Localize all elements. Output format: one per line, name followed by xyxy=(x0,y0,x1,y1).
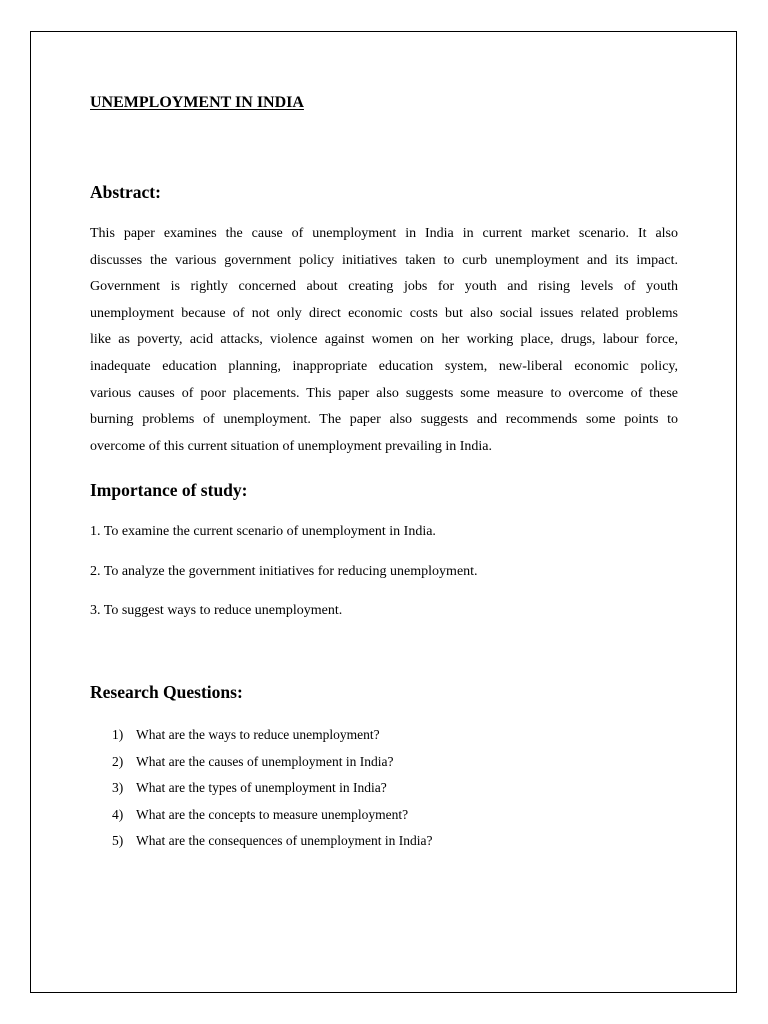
importance-item: 3. To suggest ways to reduce unemployment. xyxy=(90,603,343,618)
importance-item: 2. To analyze the government initiatives for reducing unemployment. xyxy=(90,564,478,579)
abstract-line: inadequate education planning, inappropriate education system, new-liberal economic policy, xyxy=(90,358,678,374)
abstract-line: burning problems of unemployment. The paper also suggests and recommends some points to xyxy=(90,412,678,428)
research-question-text: What are the types of unemployment in India? xyxy=(136,780,387,795)
abstract-line: various causes of poor placements. This paper also suggests some measure to overcome of these xyxy=(90,385,678,401)
research-question-text: What are the concepts to measure unemployment? xyxy=(136,806,409,822)
research-question-text: What are the ways to reduce unemployment? xyxy=(136,727,380,742)
list-number: 1) xyxy=(112,727,124,742)
research-question-item xyxy=(112,725,433,752)
research-question-item xyxy=(112,831,433,858)
abstract-paragraph xyxy=(90,221,678,460)
research-question-item xyxy=(112,752,433,779)
research-question-text: What are the causes of unemployment in India? xyxy=(136,753,394,769)
research-question-item xyxy=(112,778,433,805)
importance-heading: Importance of study: xyxy=(90,480,248,500)
importance-item: 1. To examine the current scenario of unemployment in India. xyxy=(90,524,436,539)
abstract-line: Government is rightly concerned about creating jobs for youth and rising levels of youth xyxy=(90,279,678,295)
research-questions-heading: Research Questions: xyxy=(90,682,243,702)
page-title: UNEMPLOYMENT IN INDIA xyxy=(90,94,304,111)
list-number: 2) xyxy=(112,753,124,769)
abstract-line: discusses the various government policy initiatives taken to curb unemployment and its impact. xyxy=(90,252,678,268)
list-number: 5) xyxy=(112,833,124,848)
research-questions-list xyxy=(112,725,433,858)
research-question-item xyxy=(112,805,433,832)
research-question-text: What are the consequences of unemployment in India? xyxy=(136,833,433,848)
abstract-line: unemployment because of not only direct economic costs but also social issues related problems xyxy=(90,305,678,321)
abstract-line: overcome of this current situation of unemployment prevailing in India. xyxy=(90,438,493,454)
abstract-line: This paper examines the cause of unemployment in India in current market scenario. It also xyxy=(90,226,678,241)
abstract-line: like as poverty, acid attacks, violence against women on her working place, drugs, labour force, xyxy=(90,332,678,348)
abstract-heading: Abstract: xyxy=(90,182,161,202)
list-number: 4) xyxy=(112,806,124,822)
list-number: 3) xyxy=(112,780,124,795)
